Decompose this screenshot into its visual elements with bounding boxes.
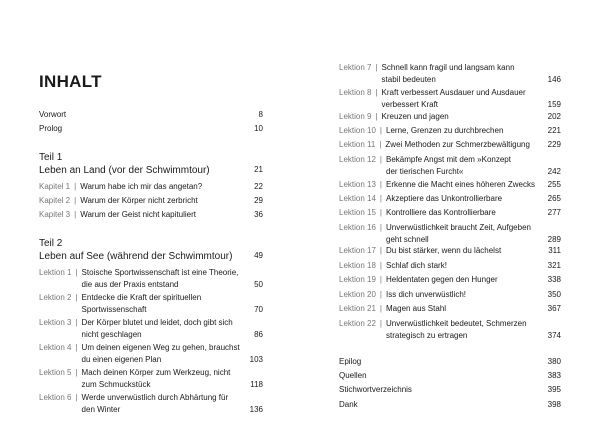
entry-label: Vorwort [39, 110, 67, 119]
entry-title: Akzeptiere das Unkontrollierbare [386, 194, 503, 203]
entry-title: Der Körper blutet und leidet, doch gibt sich nicht geschlagen [81, 318, 233, 339]
part-number: Teil 2 [39, 238, 63, 249]
entry-page: 311 [548, 246, 561, 255]
entry-prefix: Kapitel 3 [39, 210, 71, 219]
entry-page: 338 [547, 275, 561, 284]
entry-title: Unverwüstlichkeit bedeutet, Schmerzen strategisch zu ertragen [386, 319, 527, 340]
separator: | [379, 140, 382, 149]
entry-title: Schlaf dich stark! [386, 261, 447, 270]
toc-entry-chapter [39, 181, 263, 193]
toc-entry-lesson [339, 260, 561, 272]
entry-page: 202 [547, 112, 561, 121]
entry-prefix: Lektion 15 [339, 208, 376, 217]
toc-entry-lesson [39, 342, 263, 365]
toc-entry-lesson [39, 267, 263, 290]
entry-title: Iss dich unverwüstlich! [386, 290, 467, 299]
entry-title: Warum habe ich mir das angetan? [80, 182, 203, 191]
separator: | [75, 343, 78, 352]
entry-title: Magen aus Stahl [386, 304, 447, 313]
entry-prefix: Lektion 1 [39, 268, 72, 277]
entry-page: 22 [254, 182, 263, 191]
entry-page: 383 [547, 371, 561, 380]
separator: | [375, 112, 378, 121]
toc-entry-lesson [339, 139, 561, 151]
entry-title: Lerne, Grenzen zu durchbrechen [386, 126, 504, 135]
entry-title: Unverwüstlichkeit braucht Zeit, Aufgeben geht schnell [386, 223, 531, 244]
entry-page: 36 [254, 210, 263, 219]
entry-title: Zwei Methoden zur Schmerzbewältigung [385, 140, 530, 149]
entry-page: 118 [250, 379, 263, 389]
toc-entry-epilog [339, 356, 561, 368]
entry-label: Epilog [339, 357, 362, 366]
page-title: INHALT [39, 72, 102, 91]
entry-page: 159 [547, 99, 561, 109]
entry-prefix: Lektion 18 [339, 261, 376, 270]
separator: | [75, 318, 78, 327]
entry-title: Schnell kann fragil und langsam kann stabil bedeuten [381, 63, 515, 84]
toc-entry-chapter [39, 195, 263, 207]
entry-label: Stichwortverzeichnis [339, 385, 412, 394]
toc-entry-lesson [339, 245, 561, 257]
toc-entry-lesson [339, 303, 561, 315]
entry-prefix: Lektion 5 [39, 368, 72, 377]
part-number: Teil 1 [39, 152, 63, 163]
entry-prefix: Lektion 6 [39, 393, 72, 402]
separator: | [75, 393, 78, 402]
separator: | [379, 275, 382, 284]
entry-page: 380 [547, 357, 561, 366]
entry-page: 8 [258, 110, 263, 119]
entry-page: 221 [547, 126, 561, 135]
entry-page: 255 [547, 180, 561, 189]
entry-page: 321 [547, 261, 561, 270]
entry-page: 289 [547, 234, 561, 244]
entry-title: Werde unverwüstlich durch Abhärtung für den Winter [81, 393, 229, 414]
entry-page: 374 [547, 330, 561, 340]
entry-title: Heldentaten gegen den Hunger [386, 275, 498, 284]
entry-title: Bekämpfe Angst mit dem »Konzept der tierischen Furcht« [386, 155, 511, 176]
toc-entry-lesson [339, 154, 561, 177]
entry-page: 103 [249, 354, 263, 364]
entry-label: Prolog [39, 124, 63, 133]
entry-page: 398 [547, 400, 561, 409]
toc-entry-lesson [339, 207, 561, 219]
separator: | [75, 368, 78, 377]
separator: | [375, 63, 378, 72]
entry-title: Warum der Geist nicht kapituliert [80, 210, 196, 219]
toc-entry-lesson [339, 222, 561, 245]
toc-entry-quellen [339, 370, 561, 382]
entry-page: 29 [254, 196, 263, 205]
entry-page: 86 [254, 329, 263, 339]
entry-prefix: Lektion 20 [339, 290, 376, 299]
toc-entry-prolog [39, 123, 263, 135]
separator: | [379, 155, 382, 164]
separator: | [379, 261, 382, 270]
toc-entry-chapter [39, 209, 263, 221]
entry-prefix: Lektion 8 [339, 88, 372, 97]
entry-prefix: Lektion 3 [39, 318, 72, 327]
entry-prefix: Lektion 16 [339, 223, 376, 232]
toc-entry-lesson [339, 179, 561, 191]
entry-title: Kreuzen und jagen [381, 112, 449, 121]
toc-entry-lesson [39, 392, 263, 415]
toc-entry-lesson [39, 317, 263, 340]
separator: | [74, 210, 77, 219]
toc-entry-vorwort [39, 109, 263, 121]
entry-title: Erkenne die Macht eines höheren Zwecks [386, 180, 535, 189]
toc-entry-lesson [339, 289, 561, 301]
toc-entry-lesson [339, 111, 561, 123]
entry-title: Mach deinen Körper zum Werkzeug, nicht zum Schmuckstück [81, 368, 231, 389]
entry-prefix: Lektion 9 [339, 112, 372, 121]
entry-title: Warum der Körper nicht zerbricht [80, 196, 198, 205]
separator: | [379, 180, 382, 189]
entry-prefix: Kapitel 1 [39, 182, 71, 191]
entry-page: 49 [254, 251, 263, 260]
entry-prefix: Lektion 11 [339, 140, 376, 149]
entry-prefix: Kapitel 2 [39, 196, 71, 205]
entry-page: 50 [254, 279, 263, 289]
toc-entry-lesson [339, 274, 561, 286]
entry-label: Quellen [339, 371, 367, 380]
toc-entry-lesson [339, 318, 561, 341]
toc-entry-lesson [39, 292, 263, 315]
separator: | [75, 293, 78, 302]
entry-title: Kraft verbessert Ausdauer und Ausdauer verbessert Kraft [381, 88, 526, 109]
toc-entry-stichwortverzeichnis [339, 384, 561, 396]
part-1-heading [39, 151, 263, 177]
toc-entry-lesson [339, 193, 561, 205]
separator: | [375, 88, 378, 97]
entry-page: 395 [547, 385, 561, 394]
toc-entry-dank [339, 399, 561, 411]
entry-page: 136 [249, 404, 263, 414]
entry-prefix: Lektion 10 [339, 126, 376, 135]
toc-entry-lesson [339, 87, 561, 110]
separator: | [379, 304, 382, 313]
entry-page: 367 [547, 304, 561, 313]
separator: | [379, 246, 382, 255]
part-2-heading [39, 237, 263, 263]
entry-prefix: Lektion 14 [339, 194, 376, 203]
separator: | [75, 268, 78, 277]
entry-page: 265 [547, 194, 561, 203]
entry-page: 10 [254, 124, 263, 133]
entry-page: 229 [547, 140, 561, 149]
entry-page: 70 [254, 304, 263, 314]
separator: | [74, 182, 77, 191]
entry-title: Entdecke die Kraft der spirituellen Sportwissenschaft [81, 293, 202, 314]
entry-title: Stoische Sportwissenschaft ist eine Theorie, die aus der Praxis entstand [81, 268, 239, 289]
part-title: Leben auf See (während der Schwimmtour) [39, 251, 233, 262]
entry-page: 21 [254, 165, 263, 174]
separator: | [379, 223, 382, 232]
separator: | [74, 196, 77, 205]
entry-prefix: Lektion 2 [39, 293, 72, 302]
separator: | [379, 319, 382, 328]
separator: | [379, 194, 382, 203]
entry-page: 277 [547, 208, 561, 217]
toc-entry-lesson [339, 125, 561, 137]
entry-page: 242 [547, 166, 561, 176]
entry-prefix: Lektion 4 [39, 343, 72, 352]
entry-prefix: Lektion 22 [339, 319, 376, 328]
separator: | [379, 126, 382, 135]
entry-page: 350 [547, 290, 561, 299]
part-title: Leben an Land (vor der Schwimmtour) [39, 165, 210, 176]
entry-prefix: Lektion 13 [339, 180, 376, 189]
separator: | [379, 208, 382, 217]
toc-entry-lesson [339, 62, 561, 85]
entry-title: Kontrolliere das Kontrollierbare [386, 208, 496, 217]
entry-prefix: Lektion 12 [339, 155, 376, 164]
toc-entry-lesson [39, 367, 263, 390]
entry-prefix: Lektion 21 [339, 304, 376, 313]
entry-prefix: Lektion 17 [339, 246, 376, 255]
entry-prefix: Lektion 7 [339, 63, 372, 72]
entry-page: 146 [547, 74, 561, 84]
entry-title: Um deinen eigenen Weg zu gehen, brauchst du einen eigenen Plan [81, 343, 240, 364]
entry-prefix: Lektion 19 [339, 275, 376, 284]
entry-label: Dank [339, 400, 358, 409]
entry-title: Du bist stärker, wenn du lächelst [386, 246, 502, 255]
separator: | [379, 290, 382, 299]
